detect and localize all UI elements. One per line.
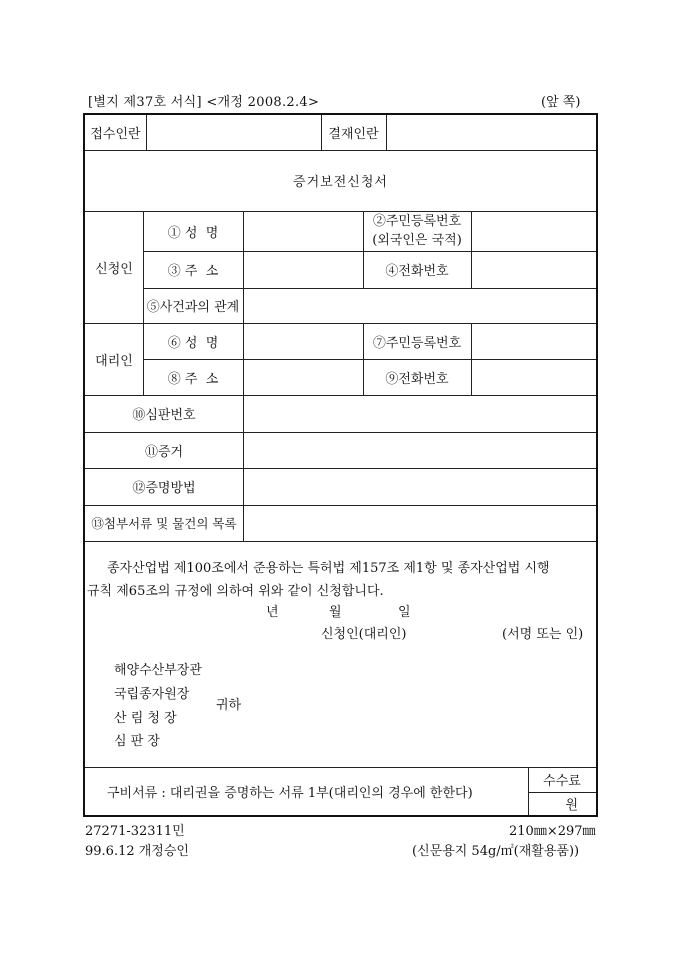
approval-stamp-label: 결재인란 [328,127,379,142]
agent-group-label: 대리인 [95,353,133,369]
fee-unit: 원 [565,798,578,813]
applicant-relation-label: ⑤사건과의 관계 [146,300,240,315]
applicant-name-label: ① 성 명 [167,225,219,241]
form-code: 27271-32311민 [85,824,185,839]
paper-size: 210㎜×297㎜ [509,824,596,839]
required-documents: 구비서류 : 대리권을 증명하는 서류 1부(대리인의 경우에 한한다) [107,786,473,801]
agent-rrn-label: ⑦주민등록번호 [372,335,462,351]
recipient-seed-institute: 국립종자원장 [114,687,190,702]
document-title: 증거보전신청서 [293,175,388,190]
applicant-address-label: ③ 주 소 [167,264,219,279]
form-number: [별지 제37호 서식] <개정 2008.2.4> [88,95,320,110]
date-month-label: 월 [329,605,342,620]
application-form [83,113,598,817]
receipt-stamp-label: 접수인란 [90,127,141,142]
recipient-ministry: 해양수산부장관 [114,663,202,678]
revision-approval: 99.6.12 개정승인 [85,844,189,859]
statement-line2: 규칙 제65조의 규정에 의하여 위와 같이 신청합니다. [87,584,384,599]
statement-line1: 종자산업법 제100조에서 준용하는 특허법 제157조 제1항 및 종자산업법 시행 [107,561,550,576]
fee-label: 수수료 [543,774,581,789]
applicant-rrn-label [363,211,471,251]
attachments-label: ⑬첨부서류 및 물건의 목록 [91,516,237,531]
page-side-label: (앞 쪽) [541,95,581,110]
recipient-honorific: 귀하 [216,698,242,713]
agent-address-label: ⑧ 주 소 [167,371,219,387]
applicant-phone-label: ④전화번호 [385,264,449,279]
trial-number-label: ⑩심판번호 [132,408,196,423]
date-day-label: 일 [398,605,411,620]
recipient-chief-judge: 심 판 장 [114,734,160,749]
agent-name-label: ⑥ 성 명 [167,335,219,351]
date-year-label: 년 [266,605,279,620]
recipient-forest-service: 산 림 청 장 [114,711,177,726]
applicant-group-label: 신청인 [95,261,133,277]
evidence-label: ⑪증거 [144,444,184,460]
applicant-rrn-label-line1: ②주민등록번호 [372,214,462,229]
signature-note: (서명 또는 인) [502,627,584,642]
paper-spec: (신문용지 54g/㎡(재활용품)) [412,844,580,859]
signer-label: 신청인(대리인) [321,627,407,642]
agent-phone-label: ⑨전화번호 [385,371,449,387]
proof-method-label: ⑫증명방법 [132,481,196,496]
applicant-rrn-label-line2: (외국인은 국적) [372,233,462,248]
